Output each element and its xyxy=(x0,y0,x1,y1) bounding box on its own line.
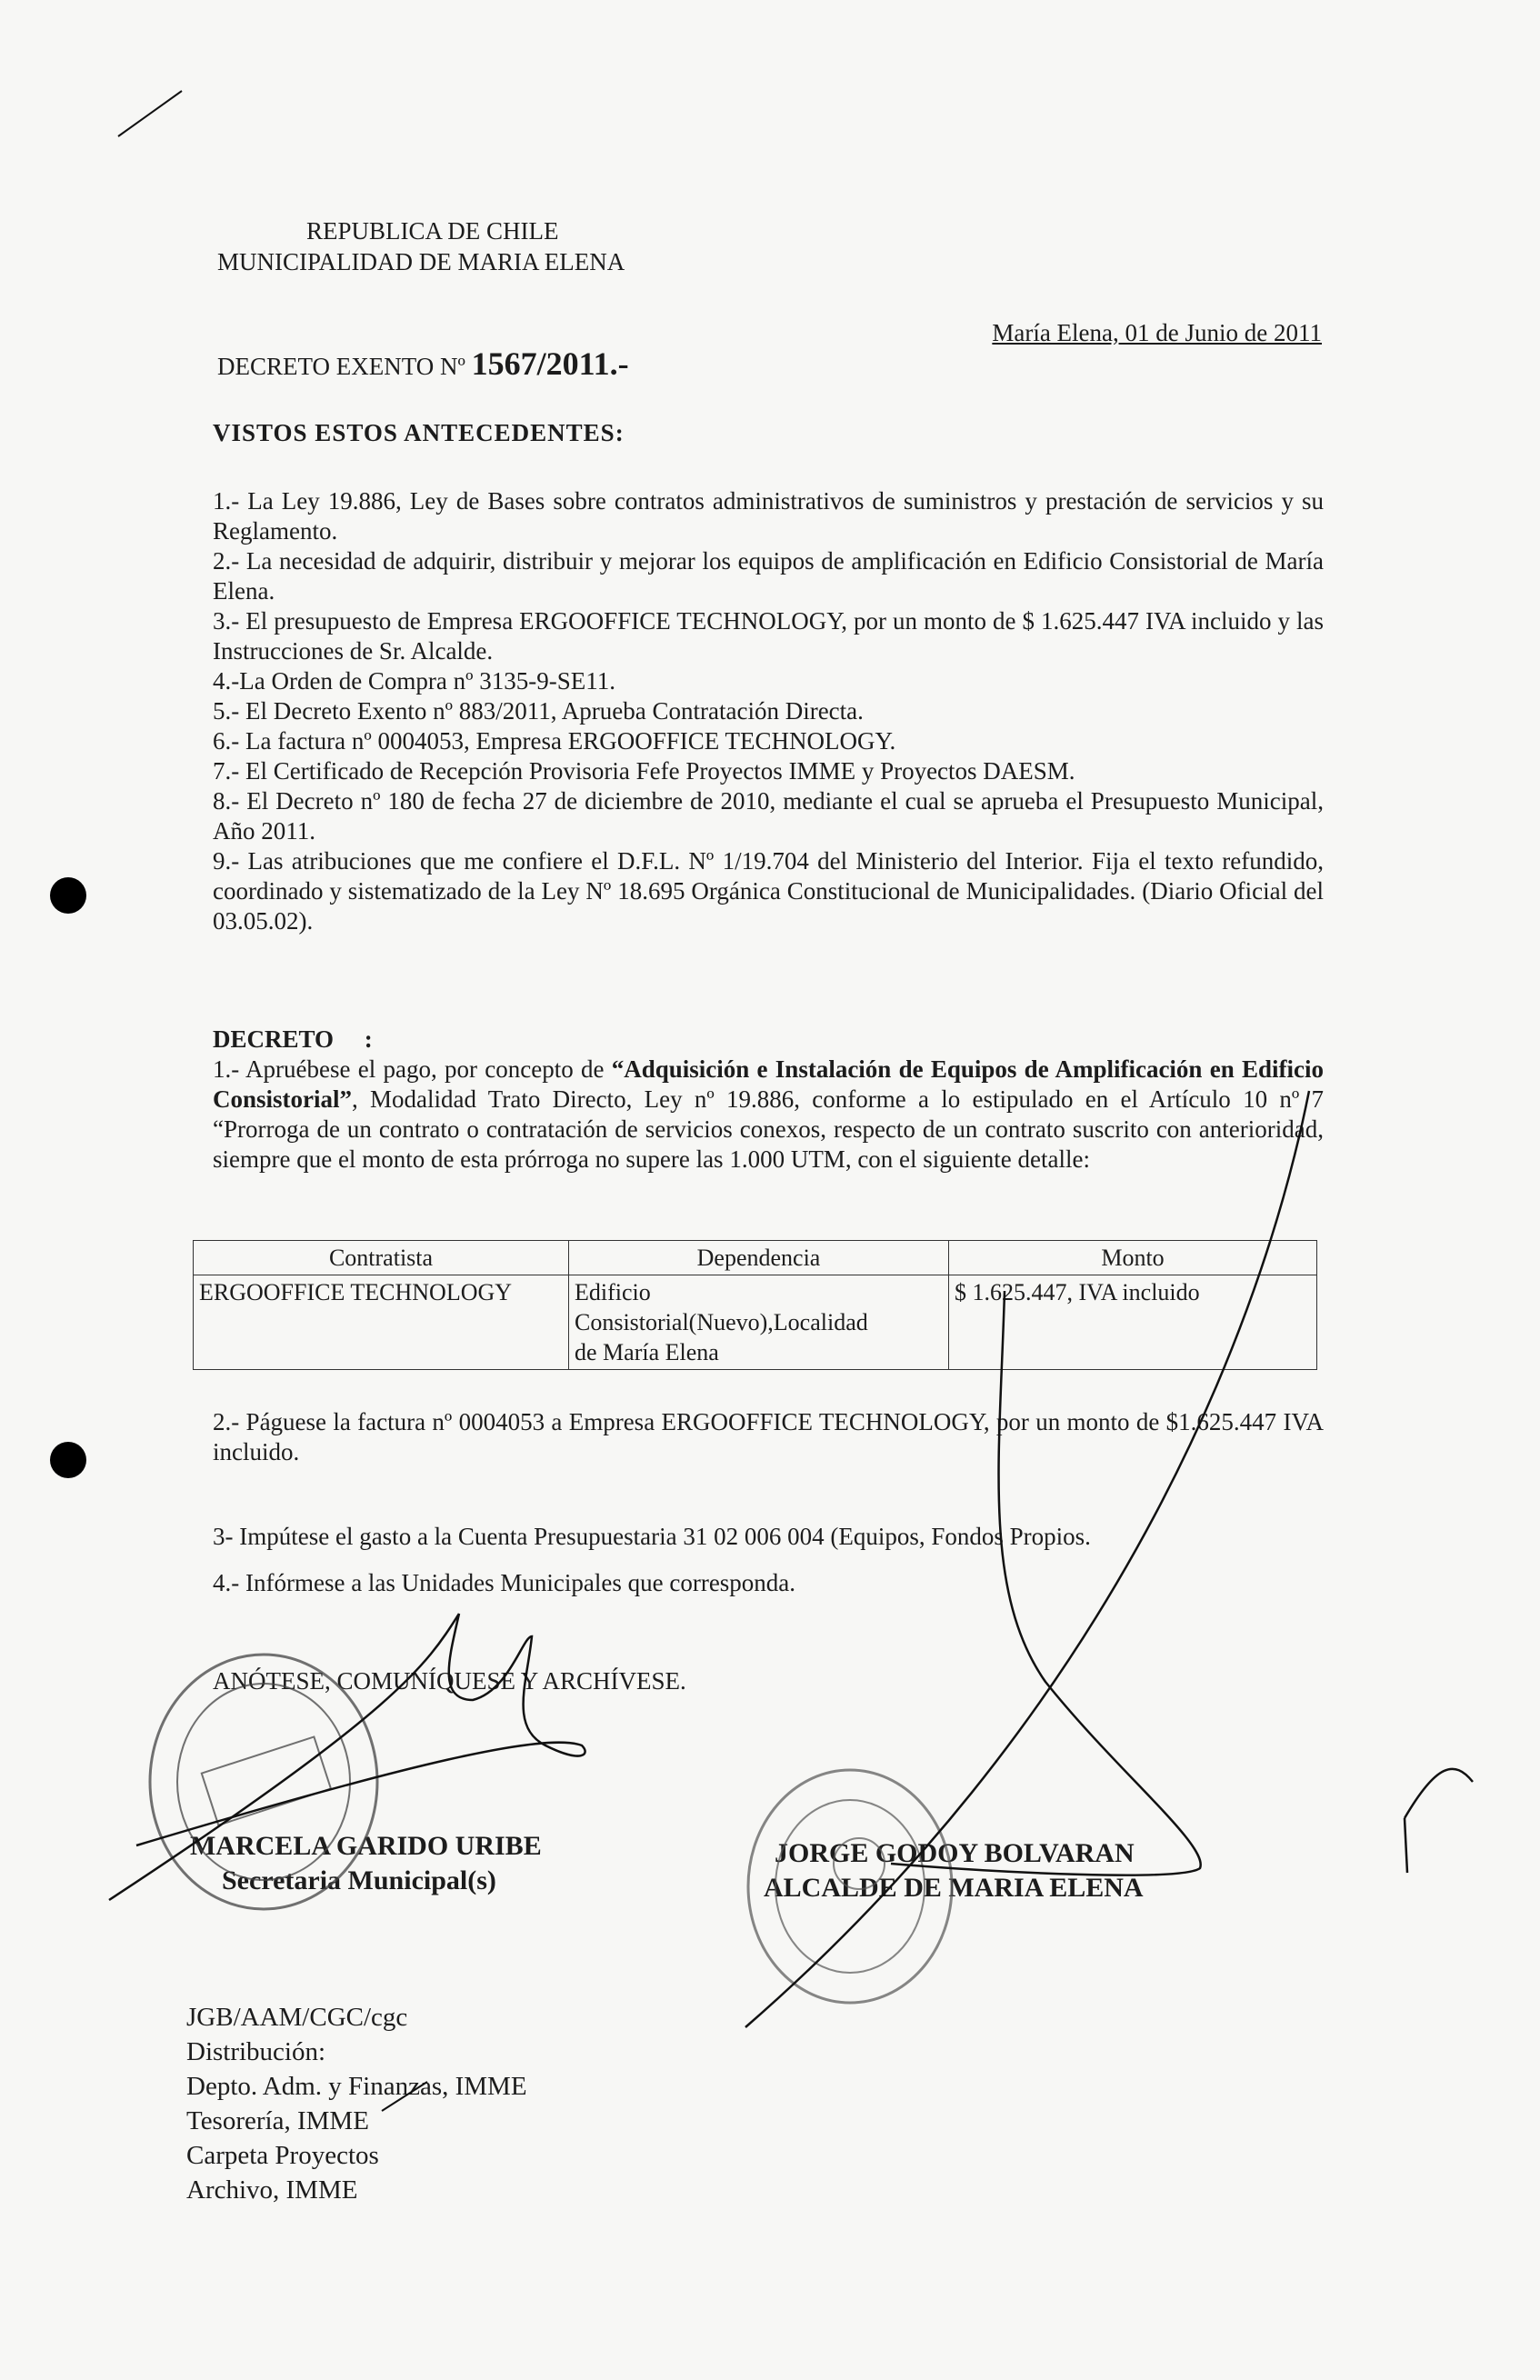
col-monto: Monto xyxy=(949,1241,1317,1275)
document-date: María Elena, 01 de Junio de 2011 xyxy=(992,319,1322,346)
distribution-item: Carpeta Proyectos xyxy=(186,2141,379,2170)
distribution-item: Archivo, IMME xyxy=(186,2175,358,2205)
header-municipality: MUNICIPALIDAD DE MARIA ELENA xyxy=(217,248,625,275)
distribution-item: Depto. Adm. y Finanzas, IMME xyxy=(186,2072,527,2101)
item1-concept: “Adquisición e Instalación de Equipos de Amplificación en Edificio Consistorial” xyxy=(213,1055,1324,1113)
decree-label: DECRETO EXENTO Nº xyxy=(217,353,465,380)
decreto-item-3: 3- Impútese el gasto a la Cuenta Presupuestaria 31 02 006 004 (Equipos, Fondos Propios. xyxy=(213,1523,1091,1550)
signatory-title: Secretaria Municipal(s) xyxy=(222,1865,496,1895)
vistos-item: 4.-La Orden de Compra nº 3135-9-SE11. xyxy=(213,667,616,695)
vistos-list xyxy=(213,486,1324,936)
detail-table xyxy=(193,1240,1317,1370)
signatory-secretary xyxy=(190,1829,542,1898)
cell-contratista: ERGOOFFICE TECHNOLOGY xyxy=(194,1275,569,1370)
item1-suffix: , Modalidad Trato Directo, Ley nº 19.886, conforme a lo estipulado en el Artículo 10 nº 7 “Prorroga de un contrato o contratación de servicios conexos, respecto de un contrato suscrito con anterioridad, siempre que el monto de esta prórroga no supere las 1.000 UTM, con el siguiente detalle: xyxy=(213,1085,1324,1173)
vistos-item: 3.- El presupuesto de Empresa ERGOOFFICE TECHNOLOGY, por un monto de $ 1.625.447 IVA incluido y las Instrucciones de Sr. Alcalde. xyxy=(213,607,1324,665)
header-republic: REPUBLICA DE CHILE xyxy=(306,217,559,245)
distribution-heading: Distribución: xyxy=(186,2037,326,2066)
initials: JGB/AAM/CGC/cgc xyxy=(186,2003,408,2032)
cell-monto: $ 1.625.447, IVA incluido xyxy=(949,1275,1317,1370)
vistos-item: 9.- Las atribuciones que me confiere el D.F.L. Nº 1/19.704 del Ministerio del Interior. Fija el texto refundido, coordinado y sistematizado de la Ley Nº 18.695 Orgánica Constitucional de Municipalidades. (Diario Oficial del 03.05.02). xyxy=(213,847,1324,935)
vistos-heading: VISTOS ESTOS ANTECEDENTES: xyxy=(213,419,625,446)
table-header-row xyxy=(194,1241,1317,1275)
signatory-title: ALCALDE DE MARIA ELENA xyxy=(764,1873,1144,1903)
vistos-item: 5.- El Decreto Exento nº 883/2011, Aprueba Contratación Directa. xyxy=(213,697,864,725)
vistos-item: 7.- El Certificado de Recepción Provisoria Fefe Proyectos IMME y Proyectos DAESM. xyxy=(213,757,1075,785)
vistos-item: 6.- La factura nº 0004053, Empresa ERGOOFFICE TECHNOLOGY. xyxy=(213,727,896,755)
closing-formula: ANÓTESE, COMUNÍQUESE Y ARCHÍVESE. xyxy=(213,1667,686,1695)
decreto-heading: DECRETO : xyxy=(213,1025,373,1053)
cell-dependencia: Edificio Consistorial(Nuevo),Localidad de María Elena xyxy=(569,1275,949,1370)
vistos-item: 1.- La Ley 19.886, Ley de Bases sobre contratos administrativos de suministros y prestación de servicios y su Reglamento. xyxy=(213,487,1324,545)
decreto-item-2: 2.- Páguese la factura nº 0004053 a Empresa ERGOOFFICE TECHNOLOGY, por un monto de $1.625.447 IVA incluido. xyxy=(213,1408,1324,1465)
signatory-mayor xyxy=(764,1836,1144,1905)
distribution-item: Tesorería, IMME xyxy=(186,2106,369,2135)
signatory-name: JORGE GODOY BOLVARAN xyxy=(775,1838,1135,1868)
punch-hole xyxy=(50,877,86,914)
decreto-item-4: 4.- Infórmese a las Unidades Municipales que corresponda. xyxy=(213,1569,796,1596)
vistos-item: 8.- El Decreto nº 180 de fecha 27 de diciembre de 2010, mediante el cual se aprueba el Presupuesto Municipal, Año 2011. xyxy=(213,787,1324,845)
decreto-item-1 xyxy=(213,1055,1324,1175)
decree-number: 1567/2011.- xyxy=(471,345,629,382)
punch-hole xyxy=(50,1442,86,1478)
distribution-block xyxy=(186,2000,527,2207)
item1-prefix: 1.- Apruébese el pago, por concepto de xyxy=(213,1055,612,1083)
col-dependencia: Dependencia xyxy=(569,1241,949,1275)
decree-number-line xyxy=(217,345,629,382)
table-row xyxy=(194,1275,1317,1370)
col-contratista: Contratista xyxy=(194,1241,569,1275)
vistos-item: 2.- La necesidad de adquirir, distribuir y mejorar los equipos de amplificación en Edificio Consistorial de María Elena. xyxy=(213,547,1324,605)
signatory-name: MARCELA GARIDO URIBE xyxy=(190,1831,542,1861)
